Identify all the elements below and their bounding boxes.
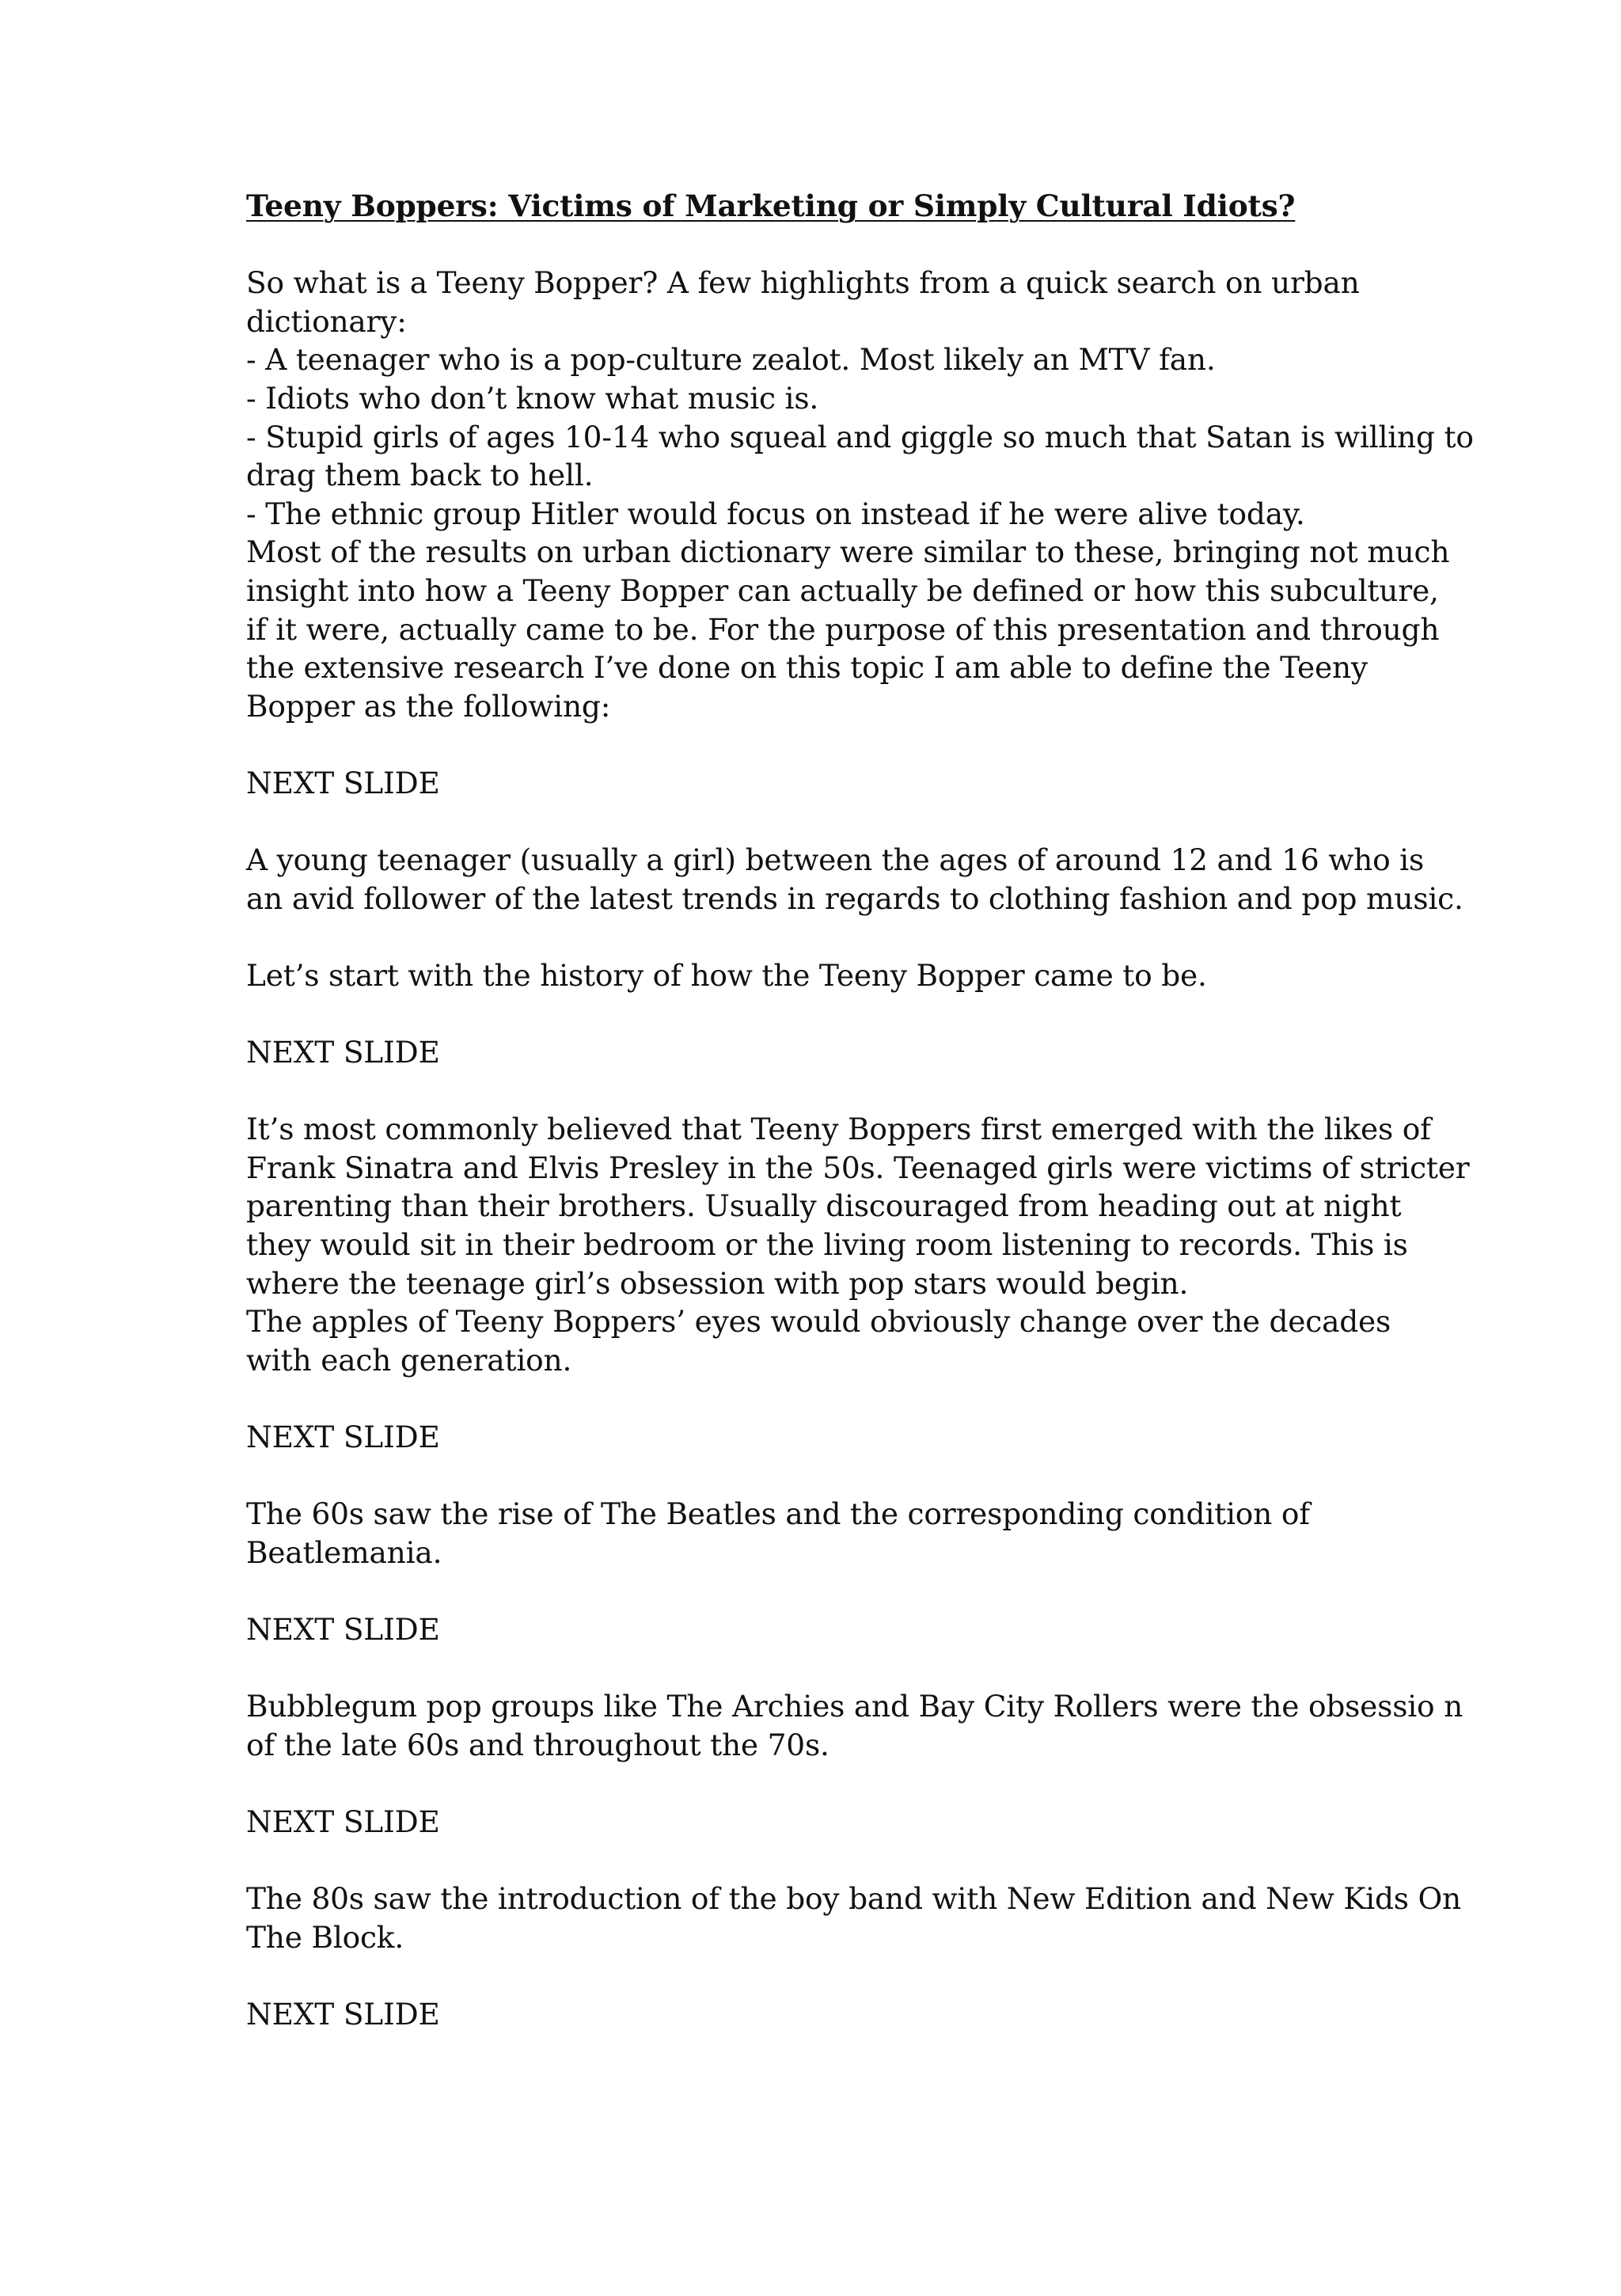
sixties-line: Beatlemania. [246,1534,442,1570]
seventies-paragraph [246,1687,1463,1764]
paragraph-gap [246,1072,1386,1111]
seventies-line: Bubblegum pop groups like The Archies and Bay City Rollers were the obsessio n [246,1689,1463,1724]
document-title: Teeny Boppers: Victims of Marketing or Simply Cultural Idiots? [246,188,1296,223]
intro-line: - Idiots who don’t know what music is. [246,380,819,416]
intro-line: - A teenager who is a pop-culture zealot. Most likely an MTV fan. [246,342,1216,378]
eighties-line: The Block. [246,1919,404,1955]
fifties-line: with each generation. [246,1342,572,1378]
intro-paragraph [246,264,1474,725]
intro-line: Most of the results on urban dictionary were similar to these, bringing not much [246,534,1450,570]
eighties-paragraph [246,1880,1462,1956]
paragraph-gap [246,1572,1386,1610]
intro-line: drag them back to hell. [246,458,594,493]
intro-line: - The ethnic group Hitler would focus on instead if he were alive today. [246,496,1305,531]
fifties-line: It’s most commonly believed that Teeny Boppers first emerged with the likes of [246,1112,1431,1147]
next-slide-marker: NEXT SLIDE [246,765,440,800]
fifties-line: they would sit in their bedroom or the living room listening to records. This is [246,1227,1408,1263]
definition-paragraph [246,841,1463,918]
paragraph-gap [246,803,1386,842]
paragraph-gap [246,1956,1386,1995]
intro-line: dictionary: [246,303,407,339]
eighties-line: The 80s saw the introduction of the boy band with New Edition and New Kids On [246,1881,1462,1917]
paragraph-gap [246,1649,1386,1688]
paragraph-gap [246,725,1386,764]
definition-line: A young teenager (usually a girl) between the ages of around 12 and 16 who is [246,842,1425,878]
seventies-line: of the late 60s and throughout the 70s. [246,1727,829,1762]
paragraph-gap [246,994,1386,1033]
sixties-line: The 60s saw the rise of The Beatles and the corresponding condition of [246,1496,1310,1532]
fifties-line: parenting than their brothers. Usually discouraged from heading out at night [246,1188,1402,1224]
intro-line: So what is a Teeny Bopper? A few highlights from a quick search on urban [246,265,1360,301]
intro-line: insight into how a Teeny Bopper can actually be defined or how this subculture, [246,572,1439,608]
history-intro: Let’s start with the history of how the Teeny Bopper came to be. [246,957,1207,993]
paragraph-gap [246,1379,1386,1418]
intro-line: if it were, actually came to be. For the purpose of this presentation and through [246,611,1440,647]
intro-line: - Stupid girls of ages 10-14 who squeal and giggle so much that Satan is willing to [246,419,1474,454]
next-slide-marker: NEXT SLIDE [246,1035,440,1070]
document-body [246,187,1474,2034]
next-slide-marker: NEXT SLIDE [246,1420,440,1454]
fifties-paragraph [246,1110,1470,1379]
next-slide-marker: NEXT SLIDE [246,1611,440,1647]
sixties-paragraph [246,1495,1386,1572]
intro-line: Bopper as the following: [246,688,611,724]
fifties-line: Frank Sinatra and Elvis Presley in the 50s. Teenaged girls were victims of stricter [246,1150,1470,1185]
paragraph-gap [246,1764,1386,1803]
paragraph-gap [246,1457,1386,1496]
definition-line: an avid follower of the latest trends in regards to clothing fashion and pop music. [246,880,1463,916]
next-slide-marker: NEXT SLIDE [246,1996,440,2032]
next-slide-marker: NEXT SLIDE [246,1804,440,1839]
paragraph-gap [246,226,1386,264]
intro-line: the extensive research I’ve done on this topic I am able to define the Teeny [246,650,1368,686]
paragraph-gap [246,1842,1386,1880]
fifties-line: where the teenage girl’s obsession with pop stars would begin. [246,1265,1189,1301]
paragraph-gap [246,918,1386,956]
fifties-line: The apples of Teeny Boppers’ eyes would obviously change over the decades [246,1304,1391,1340]
